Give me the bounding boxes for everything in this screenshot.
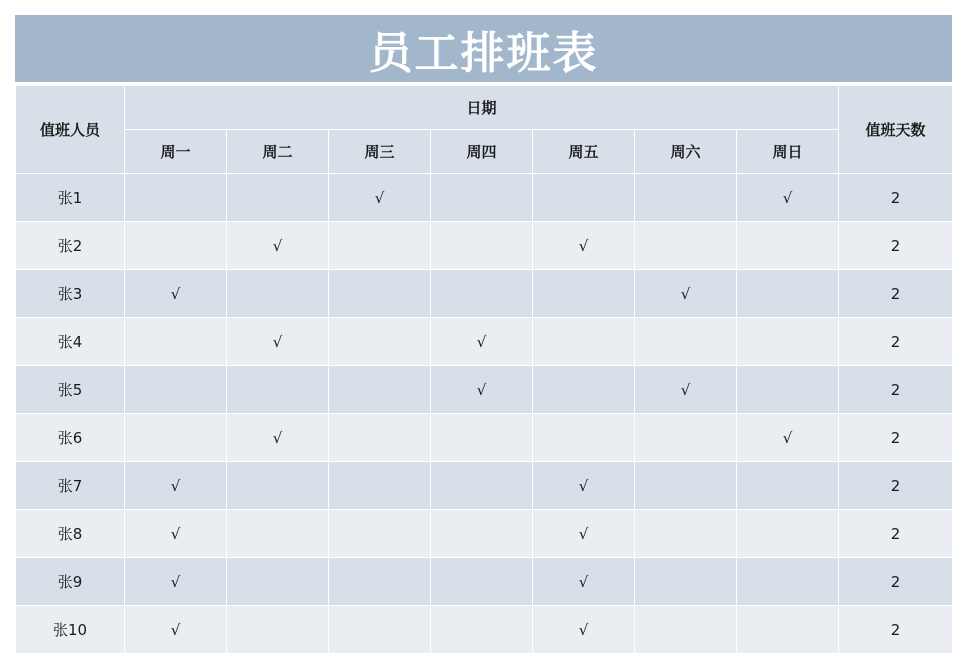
table-row xyxy=(16,174,953,222)
shift-cell[interactable]: √ xyxy=(329,174,431,222)
shift-cell[interactable] xyxy=(227,510,329,558)
shift-cell[interactable] xyxy=(125,318,227,366)
shift-cell[interactable] xyxy=(533,366,635,414)
shift-cell[interactable] xyxy=(635,174,737,222)
total-days-cell[interactable]: 2 xyxy=(839,366,953,414)
shift-cell[interactable] xyxy=(227,174,329,222)
shift-cell[interactable] xyxy=(635,510,737,558)
shift-cell[interactable]: √ xyxy=(533,462,635,510)
shift-cell[interactable]: √ xyxy=(635,366,737,414)
staff-name-cell[interactable]: 张5 xyxy=(16,366,125,414)
shift-cell[interactable] xyxy=(329,414,431,462)
shift-cell[interactable] xyxy=(737,462,839,510)
header-staff: 值班人员 xyxy=(16,86,125,174)
shift-cell[interactable] xyxy=(737,366,839,414)
shift-cell[interactable] xyxy=(125,222,227,270)
table-row xyxy=(16,510,953,558)
header-row-top xyxy=(16,86,953,130)
total-days-cell[interactable]: 2 xyxy=(839,270,953,318)
shift-cell[interactable]: √ xyxy=(737,414,839,462)
total-days-cell[interactable]: 2 xyxy=(839,174,953,222)
schedule-body xyxy=(16,174,953,654)
table-row xyxy=(16,462,953,510)
shift-cell[interactable]: √ xyxy=(125,606,227,654)
shift-cell[interactable] xyxy=(227,462,329,510)
table-row xyxy=(16,606,953,654)
shift-cell[interactable] xyxy=(431,510,533,558)
shift-cell[interactable]: √ xyxy=(125,462,227,510)
shift-cell[interactable]: √ xyxy=(431,366,533,414)
shift-cell[interactable] xyxy=(329,366,431,414)
shift-cell[interactable] xyxy=(635,414,737,462)
shift-cell[interactable] xyxy=(635,462,737,510)
shift-cell[interactable]: √ xyxy=(533,558,635,606)
shift-cell[interactable]: √ xyxy=(125,510,227,558)
shift-cell[interactable] xyxy=(533,270,635,318)
staff-name-cell[interactable]: 张6 xyxy=(16,414,125,462)
shift-cell[interactable]: √ xyxy=(227,414,329,462)
shift-cell[interactable] xyxy=(329,462,431,510)
header-date: 日期 xyxy=(125,86,839,130)
shift-cell[interactable] xyxy=(737,270,839,318)
shift-cell[interactable]: √ xyxy=(533,222,635,270)
shift-cell[interactable] xyxy=(329,222,431,270)
staff-name-cell[interactable]: 张3 xyxy=(16,270,125,318)
total-days-cell[interactable]: 2 xyxy=(839,222,953,270)
header-day-thu: 周四 xyxy=(431,130,533,174)
shift-cell[interactable] xyxy=(737,510,839,558)
shift-cell[interactable]: √ xyxy=(431,318,533,366)
table-row xyxy=(16,414,953,462)
shift-cell[interactable] xyxy=(329,318,431,366)
shift-cell[interactable] xyxy=(227,366,329,414)
shift-cell[interactable]: √ xyxy=(533,510,635,558)
shift-cell[interactable] xyxy=(737,606,839,654)
header-day-fri: 周五 xyxy=(533,130,635,174)
shift-cell[interactable] xyxy=(431,558,533,606)
shift-cell[interactable]: √ xyxy=(125,270,227,318)
total-days-cell[interactable]: 2 xyxy=(839,558,953,606)
header-row-days xyxy=(16,130,953,174)
header-day-sun: 周日 xyxy=(737,130,839,174)
shift-cell[interactable] xyxy=(329,606,431,654)
shift-cell[interactable]: √ xyxy=(227,222,329,270)
shift-cell[interactable] xyxy=(431,414,533,462)
shift-cell[interactable]: √ xyxy=(635,270,737,318)
shift-cell[interactable] xyxy=(737,318,839,366)
shift-cell[interactable] xyxy=(737,558,839,606)
total-days-cell[interactable]: 2 xyxy=(839,606,953,654)
header-day-sat: 周六 xyxy=(635,130,737,174)
shift-cell[interactable] xyxy=(533,318,635,366)
shift-cell[interactable] xyxy=(431,222,533,270)
staff-name-cell[interactable]: 张7 xyxy=(16,462,125,510)
header-day-wed: 周三 xyxy=(329,130,431,174)
shift-cell[interactable] xyxy=(125,174,227,222)
table-row xyxy=(16,222,953,270)
shift-cell[interactable] xyxy=(635,318,737,366)
sheet-title: 员工排班表 xyxy=(15,15,952,85)
shift-cell[interactable]: √ xyxy=(533,606,635,654)
total-days-cell[interactable]: 2 xyxy=(839,462,953,510)
shift-cell[interactable]: √ xyxy=(227,318,329,366)
shift-cell[interactable] xyxy=(431,174,533,222)
shift-cell[interactable] xyxy=(635,606,737,654)
shift-cell[interactable] xyxy=(635,222,737,270)
table-row xyxy=(16,558,953,606)
shift-cell[interactable]: √ xyxy=(737,174,839,222)
shift-cell[interactable] xyxy=(329,510,431,558)
shift-cell[interactable] xyxy=(737,222,839,270)
shift-cell[interactable] xyxy=(329,270,431,318)
shift-cell[interactable] xyxy=(431,462,533,510)
table-row xyxy=(16,270,953,318)
header-day-mon: 周一 xyxy=(125,130,227,174)
header-day-tue: 周二 xyxy=(227,130,329,174)
staff-name-cell[interactable]: 张9 xyxy=(16,558,125,606)
shift-cell[interactable] xyxy=(431,270,533,318)
shift-cell[interactable] xyxy=(227,558,329,606)
shift-cell[interactable]: √ xyxy=(125,558,227,606)
schedule-table xyxy=(15,85,953,654)
shift-cell[interactable] xyxy=(329,558,431,606)
total-days-cell[interactable]: 2 xyxy=(839,414,953,462)
header-total-days: 值班天数 xyxy=(839,86,953,174)
shift-cell[interactable] xyxy=(227,606,329,654)
staff-name-cell[interactable]: 张4 xyxy=(16,318,125,366)
total-days-cell[interactable]: 2 xyxy=(839,510,953,558)
staff-name-cell[interactable]: 张8 xyxy=(16,510,125,558)
staff-name-cell[interactable]: 张2 xyxy=(16,222,125,270)
total-days-cell[interactable]: 2 xyxy=(839,318,953,366)
shift-cell[interactable] xyxy=(635,558,737,606)
shift-cell[interactable] xyxy=(125,366,227,414)
shift-cell[interactable] xyxy=(431,606,533,654)
staff-name-cell[interactable]: 张1 xyxy=(16,174,125,222)
staff-name-cell[interactable]: 张10 xyxy=(16,606,125,654)
shift-cell[interactable] xyxy=(533,174,635,222)
shift-cell[interactable] xyxy=(533,414,635,462)
table-row xyxy=(16,318,953,366)
shift-cell[interactable] xyxy=(125,414,227,462)
shift-cell[interactable] xyxy=(227,270,329,318)
table-row xyxy=(16,366,953,414)
schedule-sheet xyxy=(15,15,952,654)
